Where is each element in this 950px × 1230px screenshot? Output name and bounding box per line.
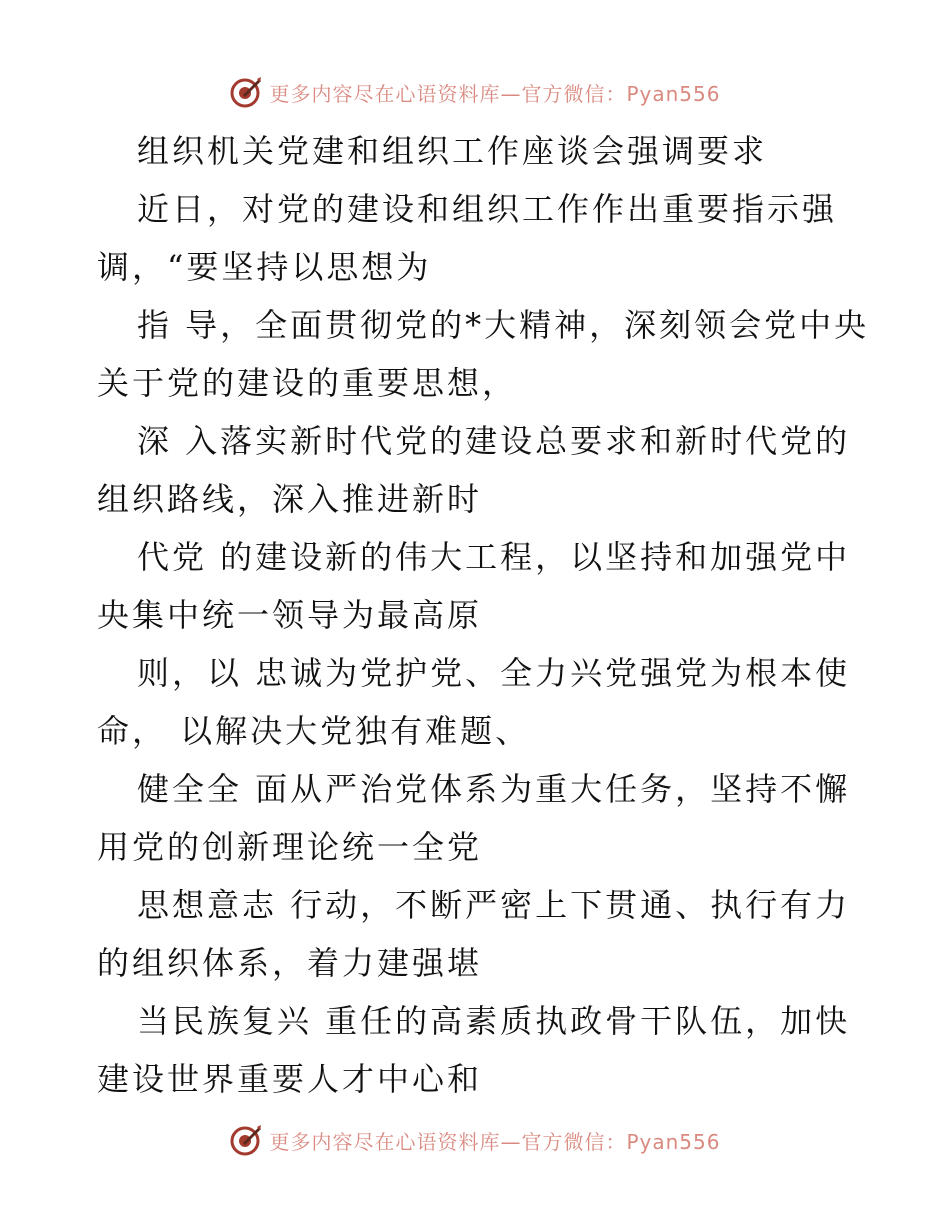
text-line: 央集中统一领导为最高原 xyxy=(97,596,483,634)
text-line: 近日，对党的建设和组织工作作出重要指示强 xyxy=(137,190,838,228)
text-line: 命， 以解决大党独有难题、 xyxy=(97,712,531,750)
doc-title: 组织机关党建和组织工作座谈会强调要求 xyxy=(137,132,768,170)
text-line: 组织路线，深入推进新时 xyxy=(97,480,483,518)
text-line: 调，“要坚持以思想为 xyxy=(97,248,432,286)
header-banner xyxy=(0,72,950,112)
text-line: 用党的创新理论统一全党 xyxy=(97,828,483,866)
pen-logo-icon xyxy=(229,75,263,109)
header-banner-text: 更多内容尽在心语资料库—官方微信：Pyan556 xyxy=(269,81,721,106)
text-line: 当民族复兴 重任的高素质执政骨干队伍，加快 xyxy=(137,1002,851,1040)
document-body xyxy=(97,122,870,1108)
text-line: 代党 的建设新的伟大工程，以坚持和加强党中 xyxy=(137,538,851,576)
pen-logo-icon xyxy=(229,1123,263,1157)
text-line: 的组织体系，着力建强堪 xyxy=(97,944,483,982)
text-line: 深 入落实新时代党的建设总要求和新时代党的 xyxy=(137,422,851,460)
text-line: 则，以 忠诚为党护党、全力兴党强党为根本使 xyxy=(137,654,851,692)
text-line: 建设世界重要人才中心和 xyxy=(97,1060,483,1098)
footer-banner xyxy=(0,1120,950,1160)
text-line: 健全全 面从严治党体系为重大任务，坚持不懈 xyxy=(137,770,851,808)
footer-banner-text: 更多内容尽在心语资料库—官方微信：Pyan556 xyxy=(269,1129,721,1154)
text-line: 思想意志 行动，不断严密上下贯通、执行有力 xyxy=(137,886,851,924)
text-line: 关于党的建设的重要思想， xyxy=(97,364,518,402)
text-line: 指 导，全面贯彻党的*大精神，深刻领会党中央 xyxy=(137,306,870,344)
